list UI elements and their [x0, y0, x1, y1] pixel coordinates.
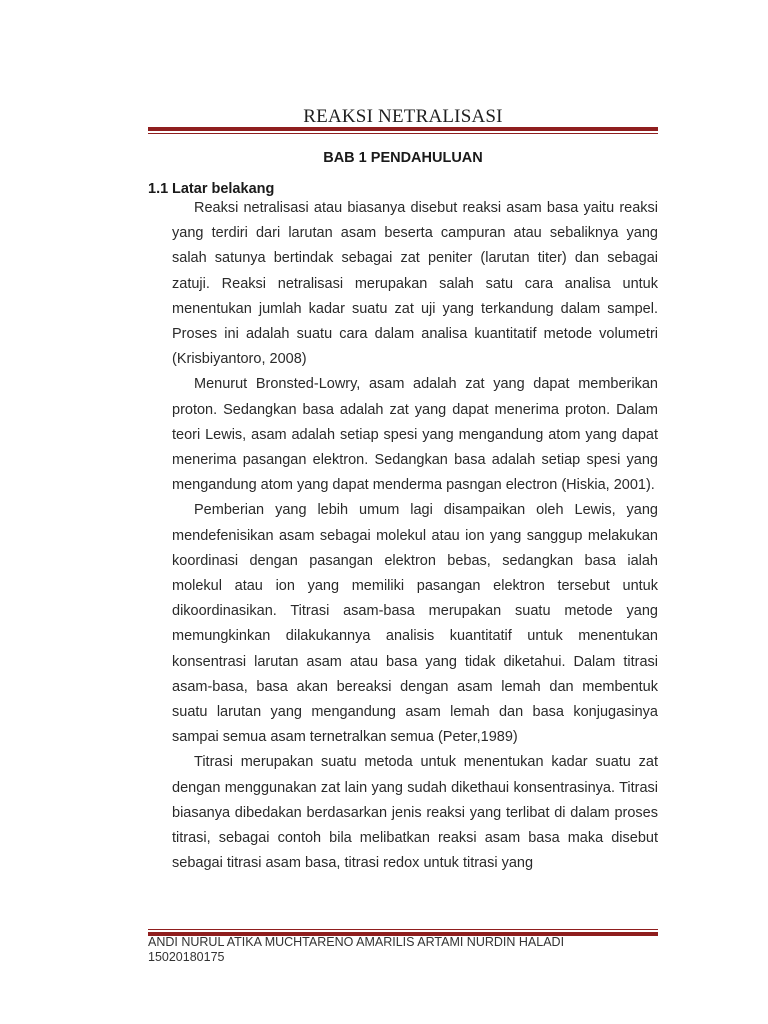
- footer: [148, 935, 668, 965]
- paragraph: Pemberian yang lebih umum lagi disampaikan oleh Lewis, yang mendefenisikan asam sebagai molekul atau ion yang sanggup melakukan koordinasi dengan pasangan elektron bebas, sedangkan basa ialah molekul atau ion yang memiliki pasangan elektron tersebut untuk dikoordinasikan. Titrasi asam-basa merupakan suatu metode yang memungkinkan dilakukannya analisis kuantitatif untuk menentukan konsentrasi larutan asam atau basa yang tidak diketahui. Dalam titrasi asam-basa, basa akan bereaksi dengan asam lemah dan membentuk suatu larutan yang mengandung asam lemah dan basa konjugasinya sampai semua asam ternetralkan semua (Peter,1989): [172, 502, 658, 746]
- page-title: REAKSI NETRALISASI: [303, 106, 503, 127]
- footer-student-id: 15020180175: [148, 950, 225, 964]
- paragraph: Menurut Bronsted-Lowry, asam adalah zat yang dapat memberikan proton. Sedangkan basa adalah zat yang dapat menerima proton. Dalam teori Lewis, asam adalah setiap spesi yang mengandung atom yang dapat menerima pasangan elektron. Sedangkan basa adalah setiap spesi yang mengandung atom yang dapat menderma pasngan electron (Hiskia, 2001).: [172, 376, 658, 494]
- footer-author: ANDI NURUL ATIKA MUCHTARENO AMARILIS ARTAMI NURDIN HALADI: [148, 935, 565, 949]
- header-rule: [148, 127, 658, 134]
- body-text: [172, 196, 658, 876]
- paragraph: Titrasi merupakan suatu metoda untuk menentukan kadar suatu zat dengan menggunakan zat lain yang sudah dikethaui konsentrasinya. Titrasi biasanya dibedakan berdasarkan jenis reaksi yang terlibat di dalam proses titrasi, sebagai contoh bila melibatkan reaksi asam basa maka disebut sebagai titrasi asam basa, titrasi redox untuk titrasi yang: [172, 754, 658, 872]
- section-title: Latar belakang: [172, 181, 275, 197]
- paragraph: Reaksi netralisasi atau biasanya disebut reaksi asam basa yaitu reaksi yang terdiri dari larutan asam beserta campuran atau sebaliknya yang salah satunya bertindak sebagai zat peniter (larutan titer) dan sebagai zatuji. Reaksi netralisasi merupakan salah satu cara analisa untuk menentukan jumlah kadar suatu zat uji yang terkandung dalam sampel. Proses ini adalah suatu cara dalam analisa kuantitatif metode volumetri (Krisbiyantoro, 2008): [172, 200, 658, 368]
- chapter-heading: BAB 1 PENDAHULUAN: [323, 150, 483, 166]
- section-number: 1.1: [148, 181, 169, 197]
